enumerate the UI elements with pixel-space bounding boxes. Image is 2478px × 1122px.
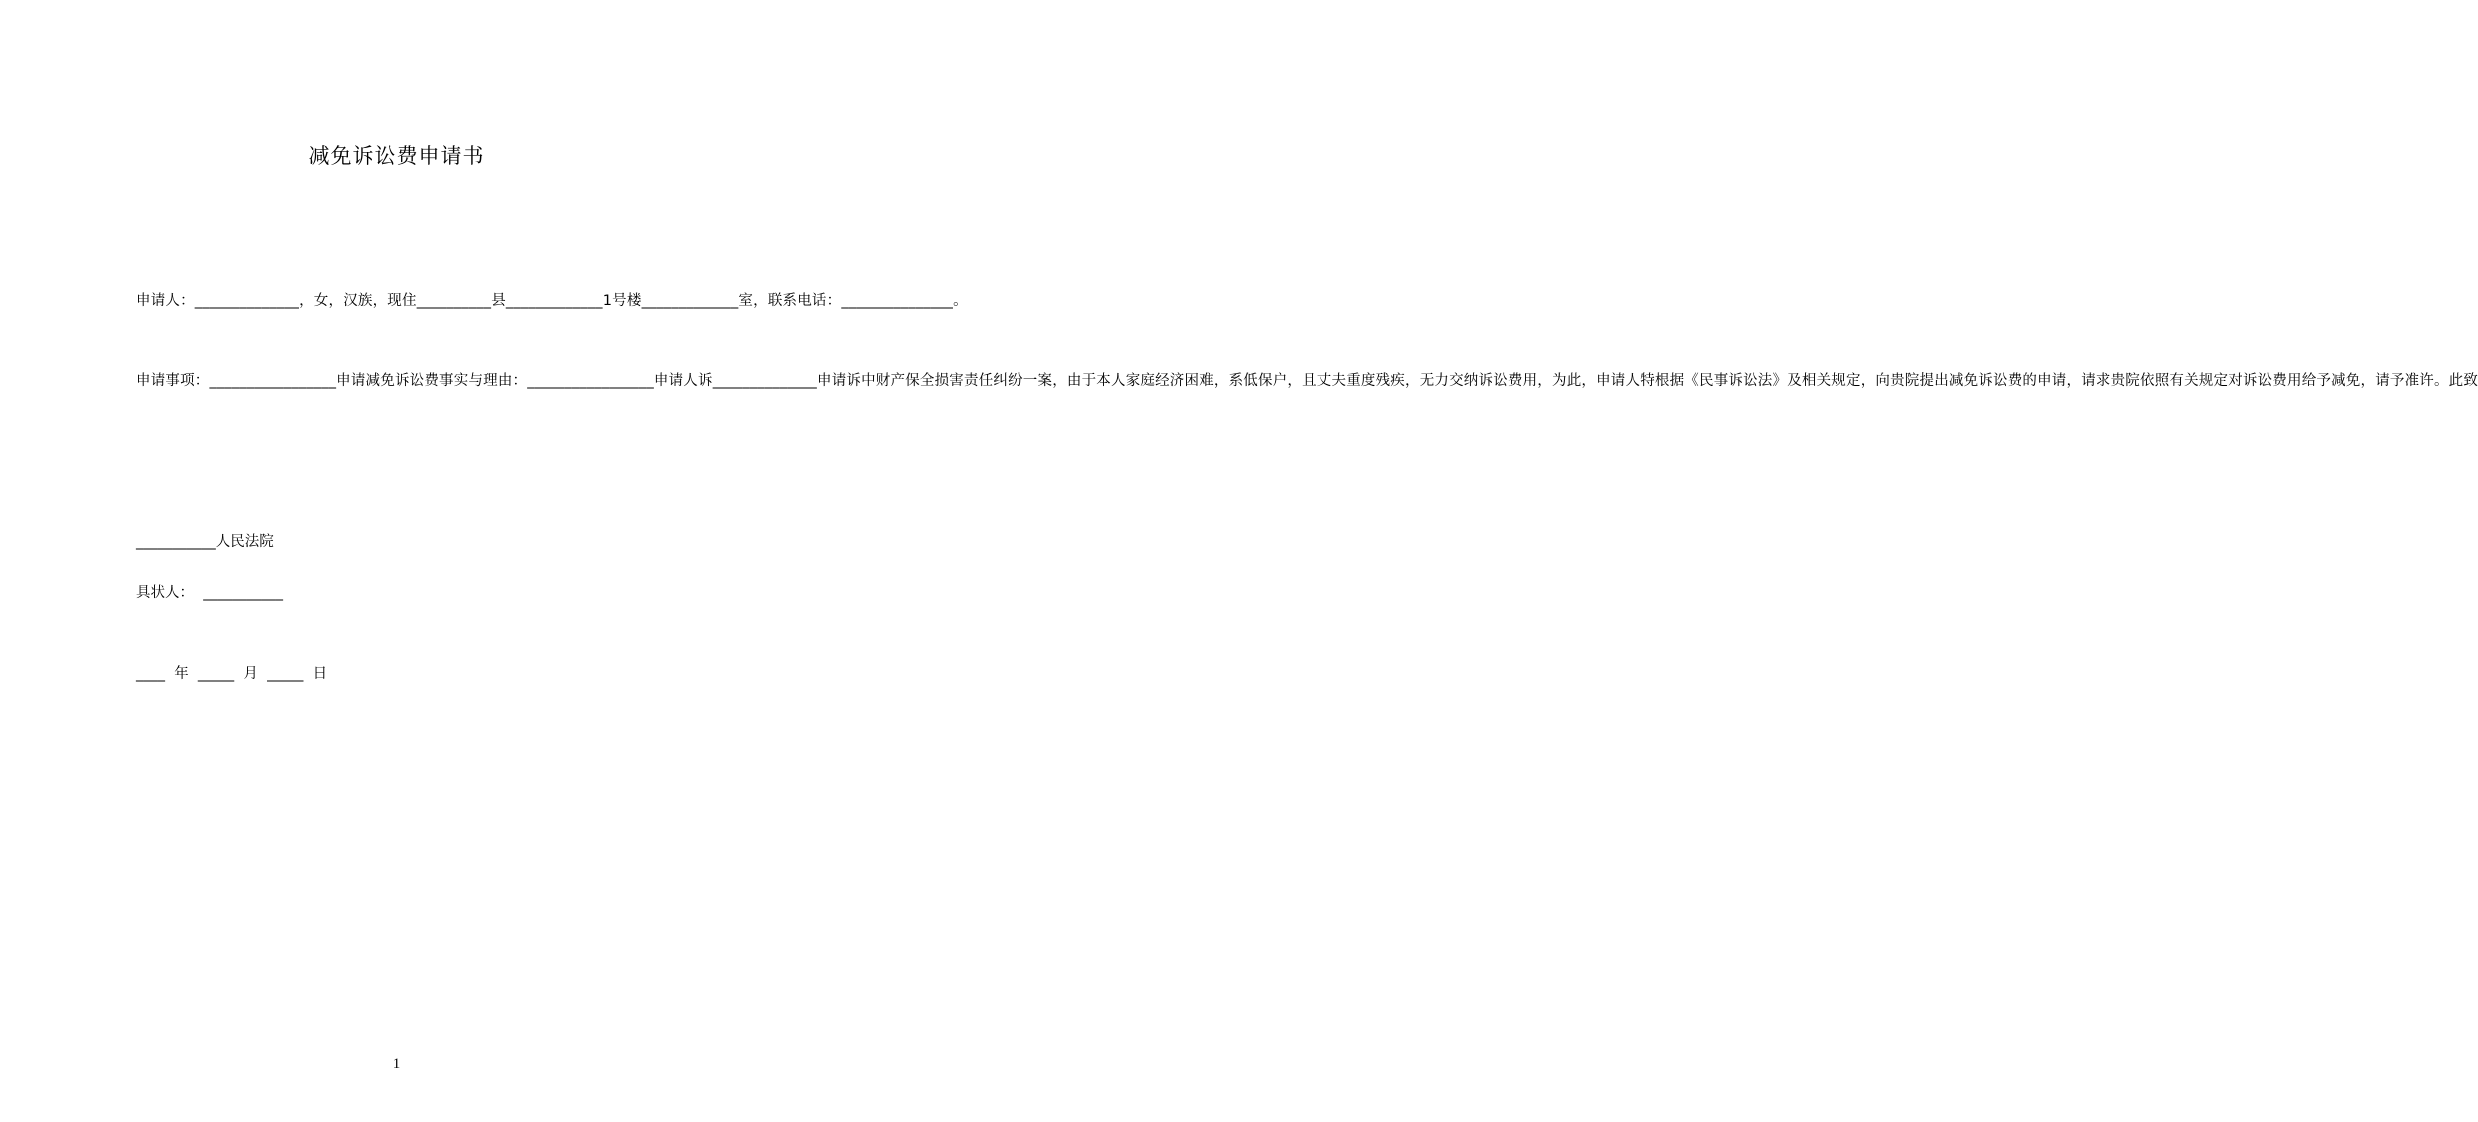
applicant-info-paragraph	[104, 288, 968, 315]
application-body-paragraph	[104, 368, 2478, 395]
date-line: ____ 年 _____ 月 _____ 日	[136, 666, 328, 682]
application-body-text: 申请事项：_________________申请减免诉讼费事实与理由：_________________申请人诉______________申请诉中财产保全损害责任纠纷一案，由于本人家庭经济困难，系低保户，且丈夫重度残疾，无力交纳诉讼费用，为此，申请人特根据《民事诉讼法》及相关规定，向贵院提出减免诉讼费的申请，请求贵院依照有关规定对诉讼费用给予减免，请予准许。此致	[136, 373, 2478, 389]
page-number: 1	[392, 1056, 401, 1072]
court-line: ___________人民法院	[136, 534, 274, 550]
applicant-info-text: 申请人：______________，女，汉族，现住__________县_____________1号楼_____________室，联系电话：_______________。	[136, 293, 968, 309]
signer-line: 具状人： ___________	[136, 585, 283, 601]
document-title: 减免诉讼费申请书	[308, 144, 485, 168]
